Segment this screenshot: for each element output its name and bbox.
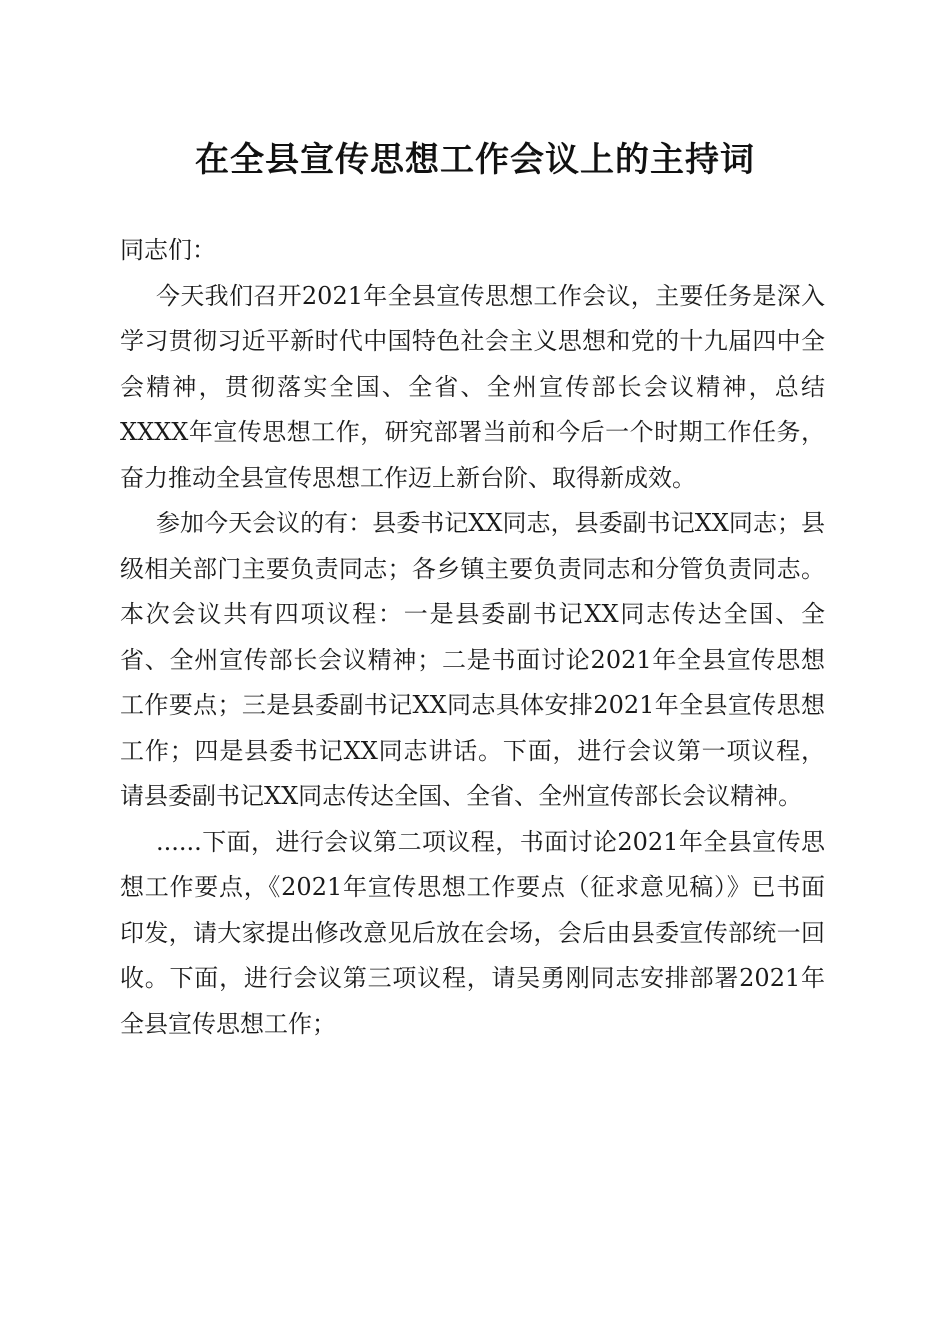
salutation: 同志们： (120, 236, 216, 264)
document-title: 在全县宣传思想工作会议上的主持词 (195, 140, 755, 180)
paragraph-second-third-items: ......下面，进行会议第二项议程，书面讨论2021年全县宣传思想工作要点，《2021年宣传思想工作要点（征求意见稿）》已书面印发，请大家提出修改意见后放在会场，会后由县委宣传部统一回收。下面，进行会议第三项议程，请吴勇刚同志安排部署2021年全县宣传思想工作； (120, 827, 825, 1038)
paragraph-attendees-agenda: 参加今天会议的有：县委书记XX同志，县委副书记XX同志；县级相关部门主要负责同志；各乡镇主要负责同志和分管负责同志。本次会议共有四项议程：一是县委副书记XX同志传达全国、全省、全州宣传部长会议精神；二是书面讨论2021年全县宣传思想工作要点；三是县委副书记XX同志具体安排2021年全县宣传思想工作；四是县委书记XX同志讲话。下面，进行会议第一项议程，请县委副书记XX同志传达全国、全省、全州宣传部长会议精神。 (120, 509, 825, 810)
paragraph-opening: 今天我们召开2021年全县宣传思想工作会议，主要任务是深入学习贯彻习近平新时代中国特色社会主义思想和党的十九届四中全会精神，贯彻落实全国、全省、全州宣传部长会议精神，总结XXXX年宣传思想工作，研究部署当前和今后一个时期工作任务，奋力推动全县宣传思想工作迈上新台阶、取得新成效。 (120, 281, 825, 492)
document-body (120, 228, 825, 1047)
